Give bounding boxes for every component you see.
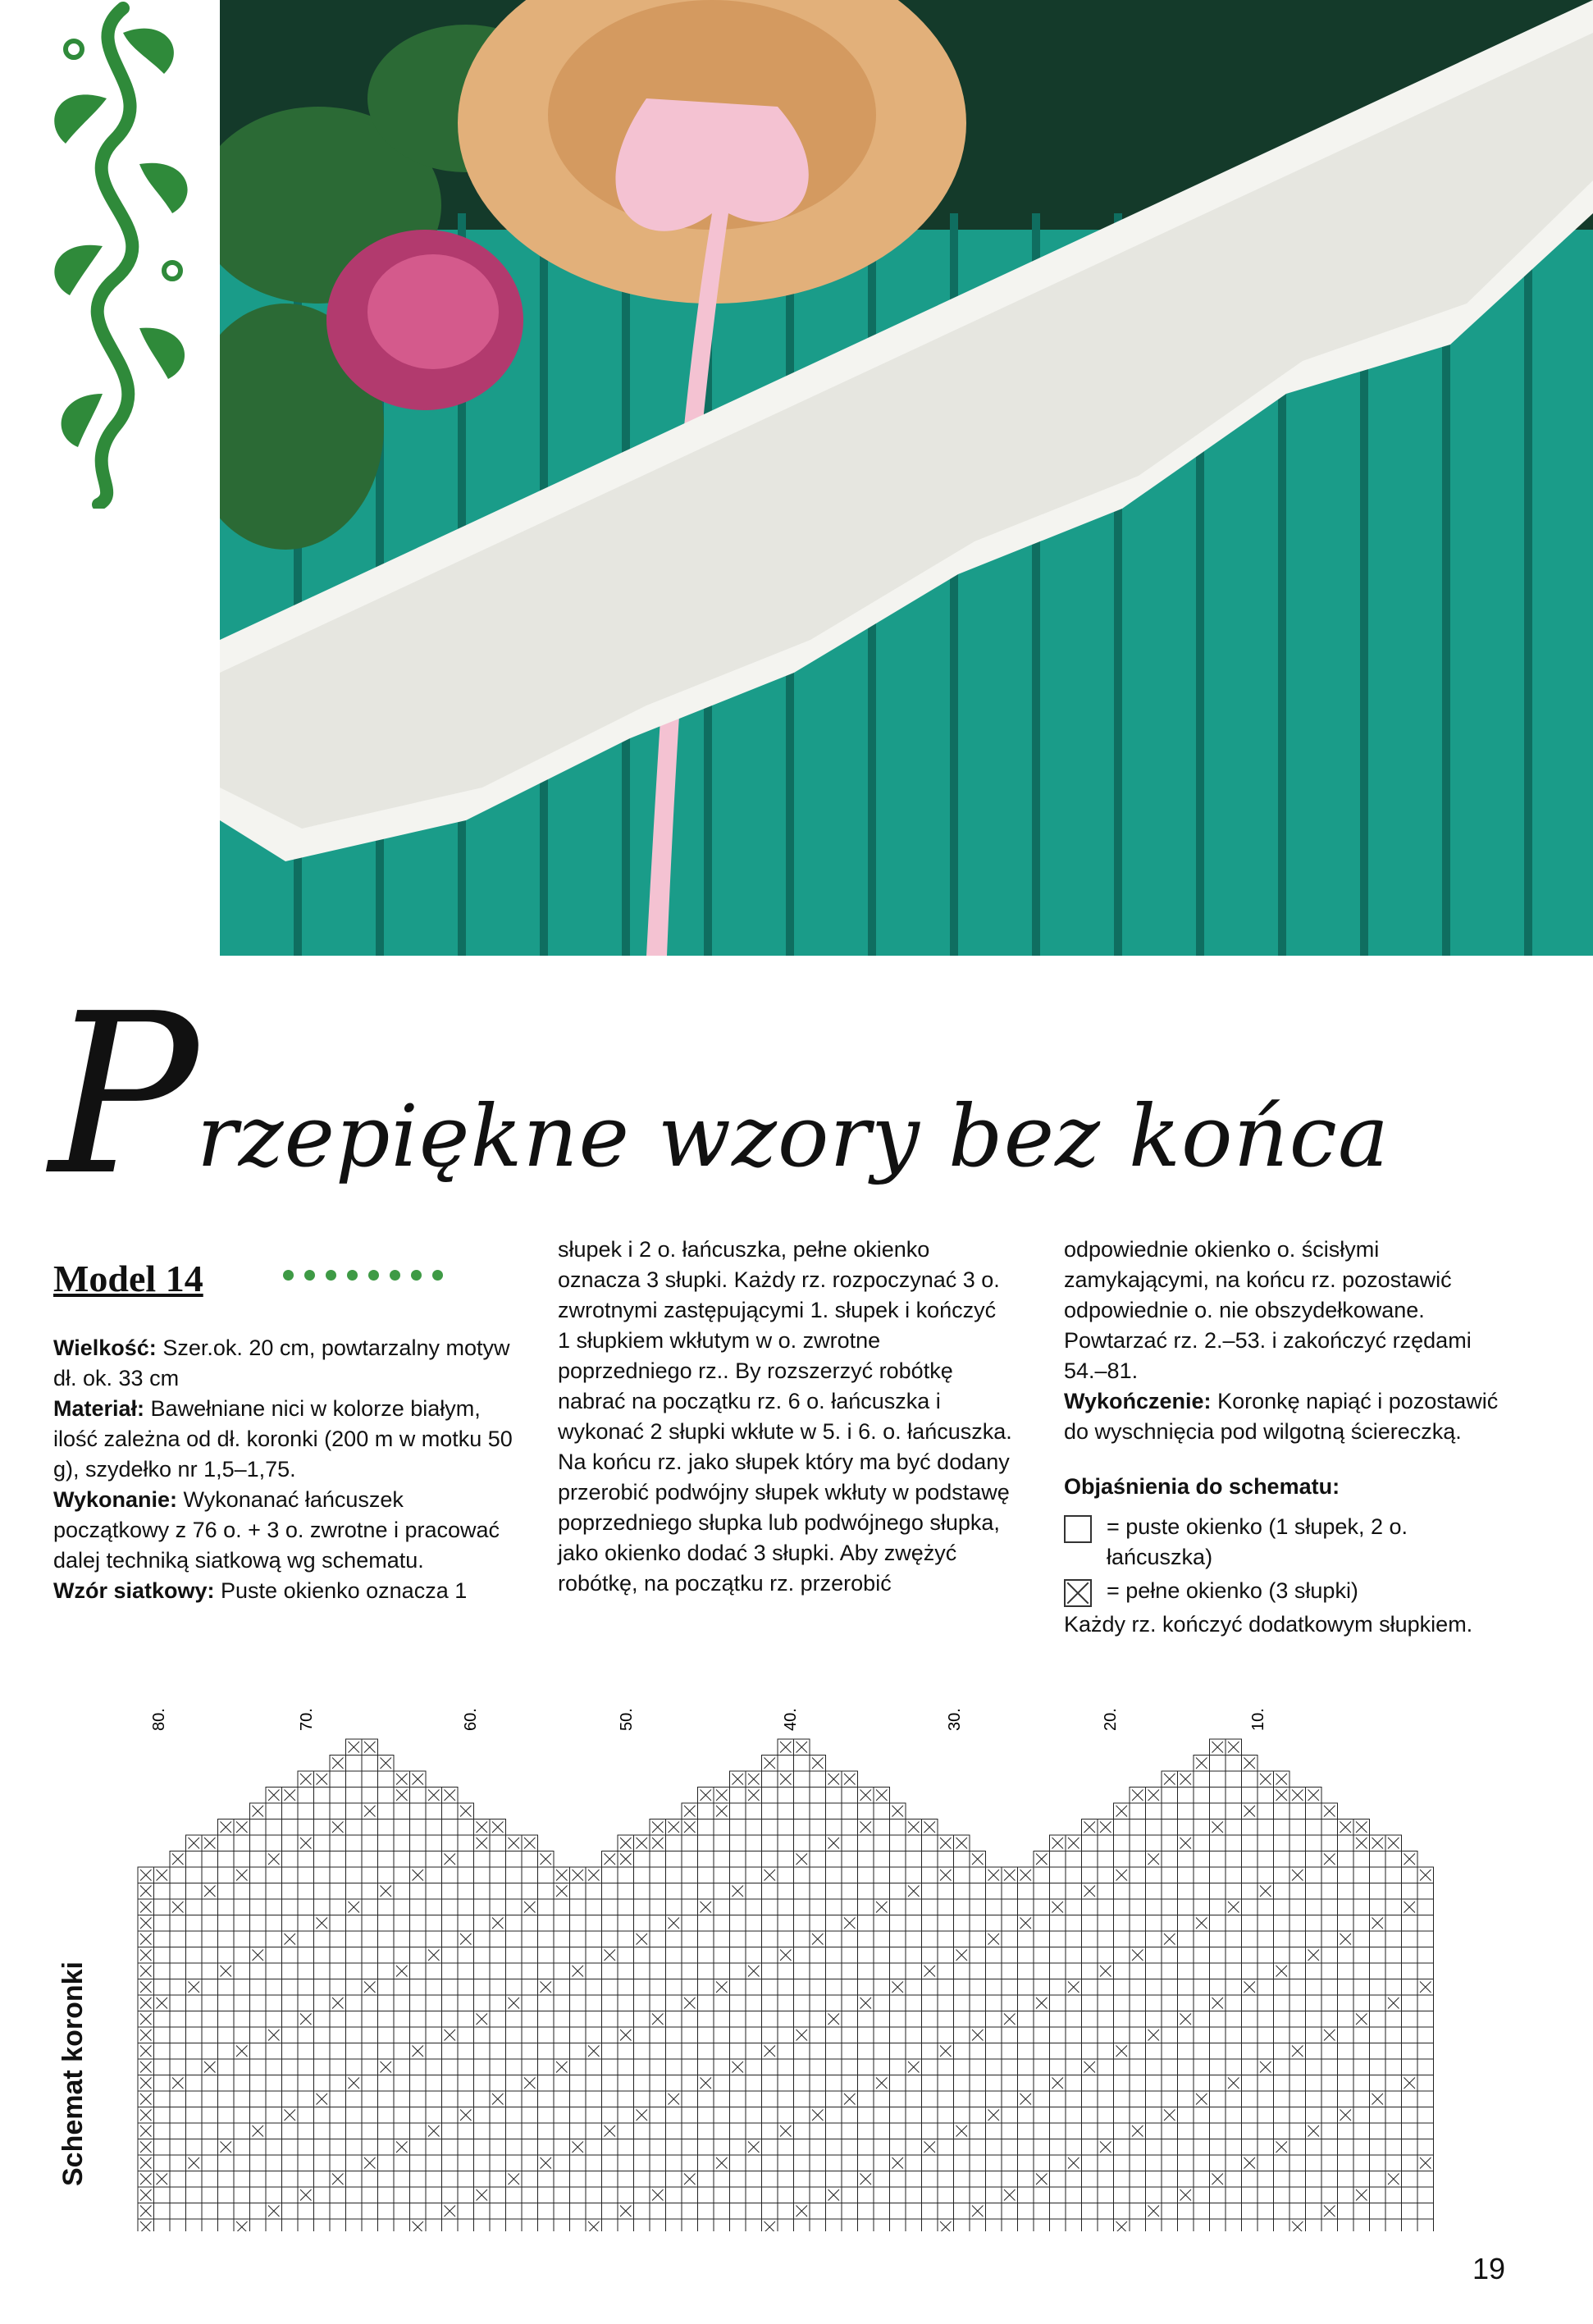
legend-full-row: = pełne okienko (3 słupki) [1064, 1576, 1519, 1606]
row-label: 60. [462, 1708, 480, 1731]
title-text: rzepiękne wzory bez końca [197, 1086, 1390, 1186]
row-label: 40. [782, 1708, 800, 1731]
size-paragraph: Wielkość: Szer.ok. 20 cm, powtarzalny motyw dł. ok. 33 cm [53, 1336, 510, 1390]
page-title [49, 966, 1526, 1230]
row-label: 10. [1249, 1708, 1267, 1731]
vine-ornament [25, 0, 213, 509]
legend-heading: Objaśnienia do schematu: [1064, 1474, 1340, 1499]
page-number: 19 [1472, 2252, 1506, 2285]
legend-empty-row: = puste okienko (1 słupek, 2 o. łańcuszka) [1064, 1512, 1519, 1573]
row-label: 20. [1102, 1708, 1120, 1731]
schema-label: Schemat koronki [57, 1961, 89, 2186]
material-paragraph: Materiał: Bawełniane nici w kolorze białym, ilość zależna od dł. koronki (200 m w motku 50 g), szydełko nr 1,5–1,75. [53, 1396, 513, 1482]
row-label: 30. [946, 1708, 964, 1731]
title-initial: P [49, 966, 199, 1224]
pattern-paragraph: Wzór siatkowy: Puste okienko oznacza 1 [53, 1578, 468, 1603]
legend-note: Każdy rz. kończyć dodatkowym słupkiem. [1064, 1612, 1473, 1637]
empty-square-icon [1064, 1515, 1092, 1543]
filled-square-icon [1064, 1579, 1092, 1607]
row-label: 80. [150, 1708, 168, 1731]
finish-paragraph: Wykończenie: Koronkę napiąć i pozostawić do wyschnięcia pod wilgotną ściereczką. [1064, 1389, 1499, 1444]
instructions-column-3 [1064, 1235, 1519, 1640]
model-heading: Model 14 [53, 1258, 203, 1299]
row-label: 70. [298, 1708, 316, 1731]
lace-chart [131, 1698, 1444, 2231]
instructions-column-2 [558, 1235, 1013, 1599]
pattern-continued: słupek i 2 o. łańcuszka, pełne okienko oznacza 3 słupki. Każdy rz. rozpoczynać 3 o. zwrotnymi zastępującymi 1. słupek i kończyć 1 słupkiem wkłutym w o. zwrotne poprzedniego rz.. By rozszerzyć robótkę nabrać na początku rz. 6 o. łańcuszka i wykonać 2 słupki wkłute w 5. i 6. o. łańcuszka. Na końcu rz. jako słupek który ma być dodany przerobić podwójny słupek wkłuty w podstawę poprzedniego słupka lub podwójnego słupka, jako okienko dodać 3 słupki. Aby zwężyć robótkę, na początku rz. przerobić [558, 1237, 1012, 1596]
row-label: 50. [618, 1708, 636, 1731]
repeat-paragraph: odpowiednie okienko o. ścisłymi zamykającymi, na końcu rz. pozostawić odpowiednie o. nie obszydełkowane. Powtarzać rz. 2.–53. i zakończyć rzędami 54.–81. [1064, 1237, 1472, 1383]
lace-photo [220, 0, 1593, 956]
instructions-column-1 [53, 1333, 513, 1606]
green-dots-ornament [283, 1270, 454, 1285]
execution-paragraph: Wykonanie: Wykonanać łańcuszek początkowy z 76 o. + 3 o. zwrotne i pracować dalej techniką siatkową wg schematu. [53, 1487, 500, 1573]
